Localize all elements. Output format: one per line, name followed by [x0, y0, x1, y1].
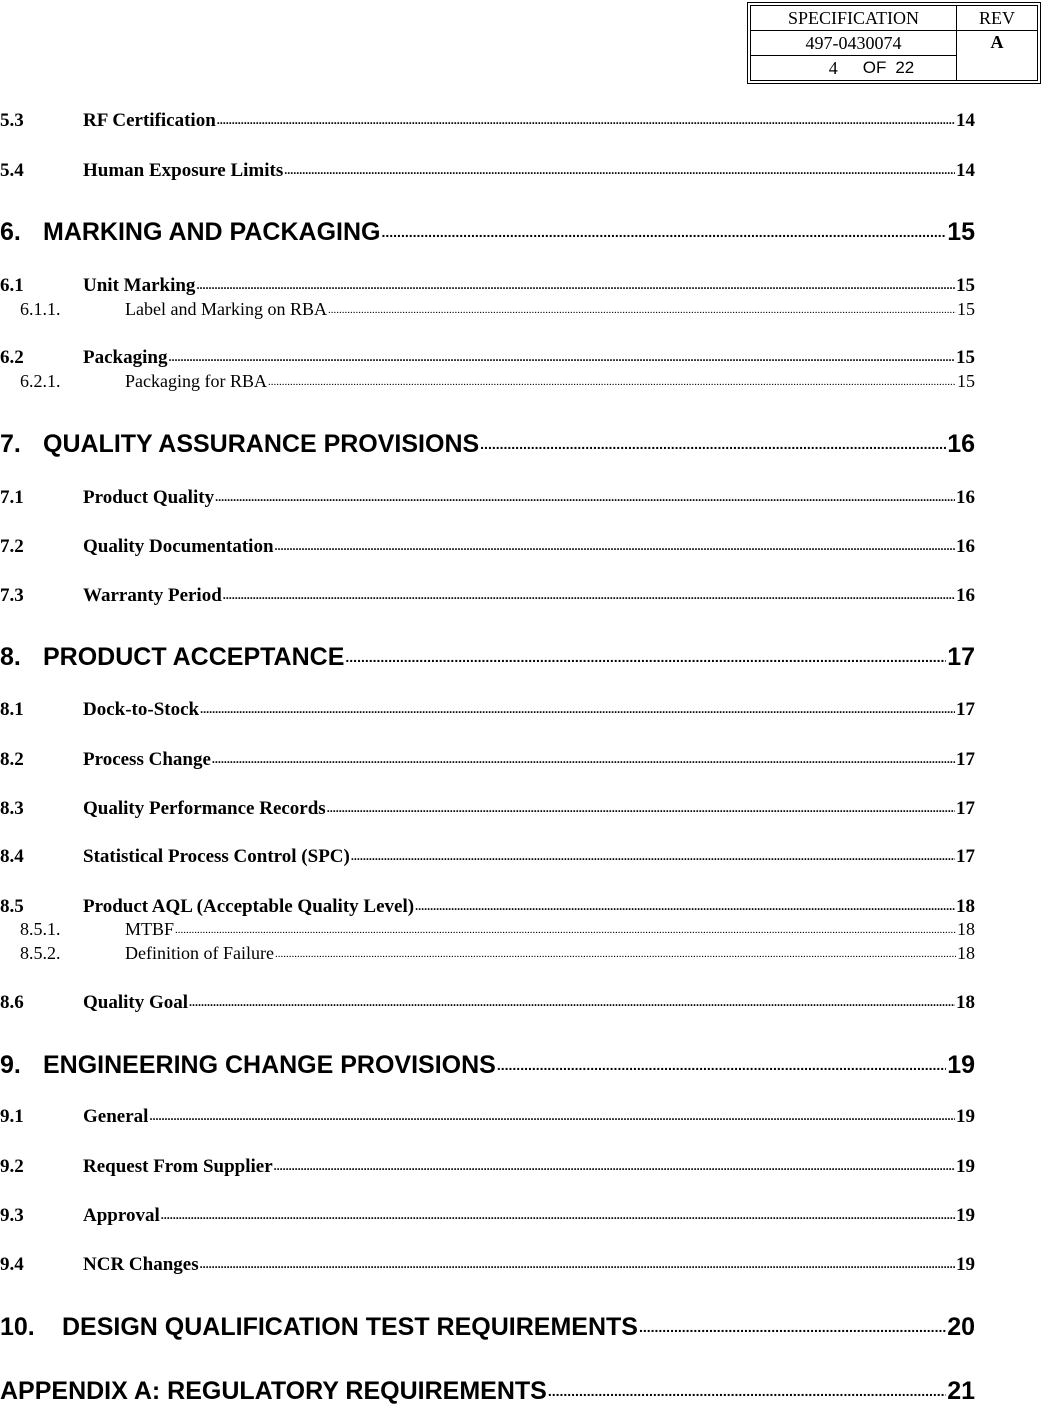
specification-table [750, 5, 1038, 81]
of-label: OF [862, 58, 887, 77]
toc-page: 20 [947, 1313, 975, 1341]
toc-title: Process Change [83, 749, 211, 770]
toc-entry-9-2[interactable] [0, 1156, 975, 1178]
toc-entry-6-2[interactable] [0, 347, 975, 369]
toc-page: 17 [956, 749, 975, 770]
toc-entry-6-2-1[interactable] [0, 371, 975, 392]
toc-page: 17 [956, 846, 975, 867]
toc-entry-7-1[interactable] [0, 487, 975, 509]
toc-number: 8.2 [0, 749, 24, 770]
toc-number: 9. [0, 1051, 21, 1079]
toc-number: 9.4 [0, 1254, 24, 1275]
toc-title: Statistical Process Control (SPC) [83, 846, 350, 867]
dot-leader [200, 702, 955, 717]
dot-leader [480, 436, 946, 452]
dot-leader [161, 1208, 955, 1223]
toc-entry-8-6[interactable] [0, 992, 975, 1014]
toc-number: 9.3 [0, 1205, 24, 1226]
toc-page: 19 [956, 1156, 975, 1177]
toc-entry-7-2[interactable] [0, 536, 975, 558]
toc-entry-6-1[interactable] [0, 275, 975, 297]
toc-page: 17 [956, 699, 975, 720]
dot-leader [274, 1159, 955, 1174]
dot-leader [215, 490, 955, 505]
toc-number: 8.3 [0, 798, 24, 819]
toc-page: 14 [956, 160, 975, 181]
toc-title: Product AQL (Acceptable Quality Level) [83, 896, 415, 917]
toc-entry-6[interactable] [0, 218, 975, 247]
toc-title: General [83, 1106, 149, 1127]
rev-label: REV [957, 6, 1038, 31]
toc-page: 16 [956, 536, 975, 557]
rev-value: A [957, 31, 1038, 81]
toc-page: 19 [947, 1051, 975, 1079]
dot-leader [268, 376, 956, 388]
dot-leader [345, 649, 946, 665]
toc-page: 18 [956, 896, 975, 917]
toc-number: 8.1 [0, 699, 24, 720]
toc-page: 19 [956, 1254, 975, 1275]
dot-leader [639, 1319, 946, 1335]
toc-entry-9-3[interactable] [0, 1205, 975, 1227]
toc-title: Dock-to-Stock [83, 699, 200, 720]
toc-entry-9[interactable] [0, 1051, 975, 1080]
toc-entry-7-3[interactable] [0, 585, 975, 607]
toc-entry-8-5[interactable] [0, 896, 975, 918]
toc-title: Quality Goal [83, 992, 189, 1013]
dot-leader [328, 304, 956, 316]
page-indicator [751, 56, 957, 81]
toc-entry-9-4[interactable] [0, 1254, 975, 1276]
toc-title: Unit Marking [83, 275, 196, 296]
toc-title: Request From Supplier [83, 1156, 273, 1177]
dot-leader [217, 113, 955, 128]
toc-title: PRODUCT ACCEPTANCE [43, 643, 345, 671]
toc-entry-8-3[interactable] [0, 798, 975, 820]
toc-title: Quality Performance Records [83, 798, 326, 819]
toc-title: Packaging for RBA [125, 371, 267, 391]
spec-label: SPECIFICATION [751, 6, 957, 31]
toc-title: Packaging [83, 347, 168, 368]
toc-number: 10. [0, 1313, 35, 1341]
toc-page: 19 [956, 1106, 975, 1127]
dot-leader [284, 163, 955, 178]
toc-number: 6.2 [0, 347, 24, 368]
dot-leader [149, 1109, 955, 1124]
page-total: 22 [895, 58, 915, 77]
toc-entry-8-5-2[interactable] [0, 943, 975, 964]
toc-number: 7.1 [0, 487, 24, 508]
toc-page: 18 [957, 943, 975, 963]
toc-number: 6. [0, 218, 21, 246]
toc-number: 7.3 [0, 585, 24, 606]
toc-title: Human Exposure Limits [83, 160, 284, 181]
toc-number: 8.6 [0, 992, 24, 1013]
toc-entry-6-1-1[interactable] [0, 299, 975, 320]
dot-leader [327, 801, 955, 816]
toc-title: Definition of Failure [125, 943, 274, 963]
dot-leader [200, 1257, 955, 1272]
toc-title: MTBF [125, 919, 175, 939]
toc-entry-5-3[interactable] [0, 110, 975, 132]
toc-page: 15 [957, 299, 975, 319]
toc-title: Quality Documentation [83, 536, 274, 557]
toc-number: 9.1 [0, 1106, 24, 1127]
toc-page: 15 [956, 275, 975, 296]
dot-leader [223, 588, 955, 603]
toc-page: 16 [947, 430, 975, 458]
toc-title: Product Quality [83, 487, 215, 508]
dot-leader [275, 539, 955, 554]
toc-number: 8.5.2. [20, 943, 61, 963]
toc-title: NCR Changes [83, 1254, 199, 1275]
toc-page: 16 [956, 585, 975, 606]
dot-leader [168, 350, 955, 365]
toc-number: 8.5.1. [20, 919, 61, 939]
toc-entry-8-2[interactable] [0, 749, 975, 771]
toc-page: 16 [956, 487, 975, 508]
toc-page: 17 [947, 643, 975, 671]
dot-leader [548, 1383, 946, 1399]
toc-title: DESIGN QUALIFICATION TEST REQUIREMENTS [62, 1313, 638, 1341]
toc-page: 19 [956, 1205, 975, 1226]
toc-number: 8.5 [0, 896, 24, 917]
toc-title: RF Certification [83, 110, 216, 131]
toc-page: 15 [947, 218, 975, 246]
toc-title: ENGINEERING CHANGE PROVISIONS [43, 1051, 496, 1079]
toc-title: Approval [83, 1205, 160, 1226]
toc-entry-7[interactable] [0, 430, 975, 459]
toc-entry-8-1[interactable] [0, 699, 975, 721]
dot-leader [382, 224, 947, 240]
toc-number: 6.1 [0, 275, 24, 296]
toc-number: 7. [0, 430, 21, 458]
toc-title: MARKING AND PACKAGING [43, 218, 381, 246]
dot-leader [351, 849, 955, 864]
toc-page: 21 [947, 1377, 975, 1405]
dot-leader [497, 1057, 946, 1073]
toc-title: QUALITY ASSURANCE PROVISIONS [43, 430, 480, 458]
toc-page: 14 [956, 110, 975, 131]
toc-title: Label and Marking on RBA [125, 299, 327, 319]
toc-number: 5.4 [0, 160, 24, 181]
toc-entry-10[interactable] [0, 1313, 975, 1342]
toc-title: Warranty Period [83, 585, 222, 606]
toc-number: 6.1.1. [20, 299, 61, 319]
specification-header-box [747, 2, 1041, 84]
toc-page: 18 [956, 992, 975, 1013]
page-number: 4 [828, 58, 838, 78]
toc-number: 7.2 [0, 536, 24, 557]
toc-entry-8[interactable] [0, 643, 975, 672]
toc-number: 8. [0, 643, 21, 671]
dot-leader [175, 924, 956, 936]
toc-entry-appendix-a[interactable] [0, 1377, 975, 1406]
dot-leader [212, 752, 955, 767]
spec-number: 497-0430074 [751, 31, 957, 56]
toc-title: APPENDIX A: REGULATORY REQUIREMENTS [0, 1377, 547, 1405]
toc-page: 15 [957, 371, 975, 391]
toc-entry-5-4[interactable] [0, 160, 975, 182]
toc-entry-9-1[interactable] [0, 1106, 975, 1128]
toc-page: 15 [956, 347, 975, 368]
dot-leader [415, 899, 955, 914]
toc-number: 6.2.1. [20, 371, 61, 391]
dot-leader [275, 948, 956, 960]
toc-entry-8-4[interactable] [0, 846, 975, 868]
dot-leader [196, 278, 955, 293]
toc-number: 8.4 [0, 846, 24, 867]
toc-page: 17 [956, 798, 975, 819]
toc-number: 9.2 [0, 1156, 24, 1177]
toc-page: 18 [957, 919, 975, 939]
toc-entry-8-5-1[interactable] [0, 919, 975, 940]
dot-leader [189, 995, 955, 1010]
toc-number: 5.3 [0, 110, 24, 131]
